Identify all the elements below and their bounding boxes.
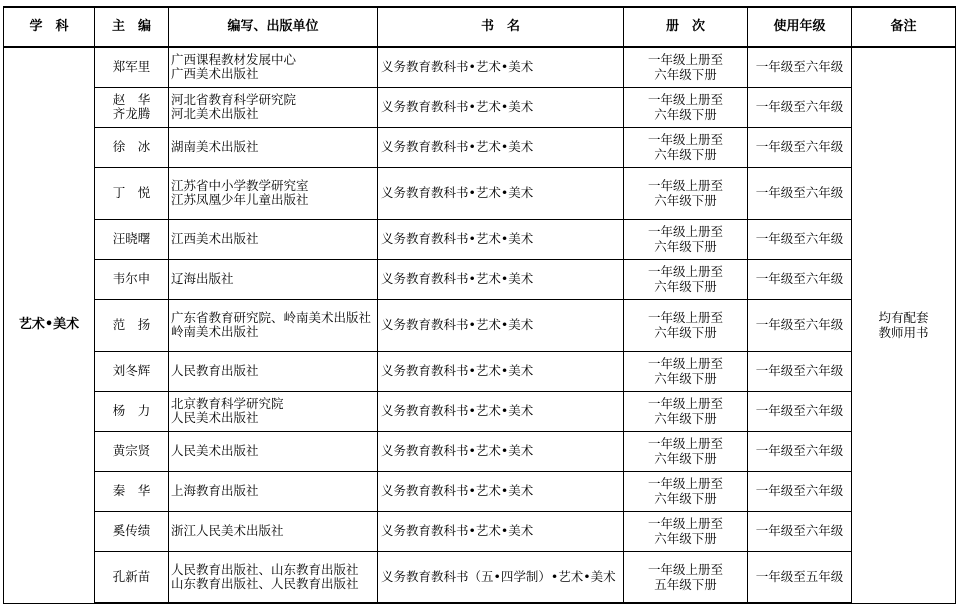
editor-cell: 赵 华 齐龙腾 (95, 87, 169, 127)
grade-cell: 一年级至六年级 (748, 511, 852, 551)
publisher-cell: 江苏省中小学教学研究室 江苏凤凰少年儿童出版社 (169, 167, 378, 219)
book-title-cell: 义务教育教科书•艺术•美术 (378, 219, 624, 259)
table-row (4, 511, 956, 551)
editor-cell: 徐 冰 (95, 127, 169, 167)
table-body (4, 47, 956, 603)
book-title-cell: 义务教育教科书•艺术•美术 (378, 87, 624, 127)
textbook-table (3, 6, 956, 604)
header-volume: 册 次 (624, 7, 748, 47)
table-row (4, 87, 956, 127)
header-subject: 学 科 (4, 7, 95, 47)
editor-cell: 黄宗贤 (95, 431, 169, 471)
table-row (4, 431, 956, 471)
volume-cell: 一年级上册至 六年级下册 (624, 391, 748, 431)
volume-cell: 一年级上册至 六年级下册 (624, 431, 748, 471)
volume-cell: 一年级上册至 六年级下册 (624, 47, 748, 87)
grade-cell: 一年级至六年级 (748, 219, 852, 259)
header-remark: 备注 (852, 7, 956, 47)
grade-cell: 一年级至六年级 (748, 127, 852, 167)
editor-cell: 丁 悦 (95, 167, 169, 219)
header-grade: 使用年级 (748, 7, 852, 47)
publisher-cell: 江西美术出版社 (169, 219, 378, 259)
publisher-cell: 人民教育出版社、山东教育出版社 山东教育出版社、人民教育出版社 (169, 551, 378, 603)
editor-cell: 范 扬 (95, 299, 169, 351)
grade-cell: 一年级至六年级 (748, 351, 852, 391)
subject-cell: 艺术•美术 (4, 47, 95, 603)
volume-cell: 一年级上册至 五年级下册 (624, 551, 748, 603)
editor-cell: 汪晓曙 (95, 219, 169, 259)
table-row (4, 351, 956, 391)
publisher-cell: 浙江人民美术出版社 (169, 511, 378, 551)
book-title-cell: 义务教育教科书•艺术•美术 (378, 351, 624, 391)
volume-cell: 一年级上册至 六年级下册 (624, 219, 748, 259)
table-row (4, 47, 956, 87)
book-title-cell: 义务教育教科书•艺术•美术 (378, 127, 624, 167)
table-row (4, 551, 956, 603)
publisher-cell: 人民教育出版社 (169, 351, 378, 391)
remark-cell: 均有配套 教师用书 (852, 47, 956, 603)
volume-cell: 一年级上册至 六年级下册 (624, 351, 748, 391)
publisher-cell: 广西课程教材发展中心 广西美术出版社 (169, 47, 378, 87)
book-title-cell: 义务教育教科书•艺术•美术 (378, 511, 624, 551)
volume-cell: 一年级上册至 六年级下册 (624, 127, 748, 167)
header-editor: 主 编 (95, 7, 169, 47)
grade-cell: 一年级至六年级 (748, 47, 852, 87)
volume-cell: 一年级上册至 六年级下册 (624, 259, 748, 299)
editor-cell: 刘冬辉 (95, 351, 169, 391)
book-title-cell: 义务教育教科书•艺术•美术 (378, 431, 624, 471)
table-row (4, 259, 956, 299)
grade-cell: 一年级至六年级 (748, 259, 852, 299)
editor-cell: 杨 力 (95, 391, 169, 431)
header-title: 书 名 (378, 7, 624, 47)
volume-cell: 一年级上册至 六年级下册 (624, 471, 748, 511)
grade-cell: 一年级至六年级 (748, 391, 852, 431)
grade-cell: 一年级至六年级 (748, 87, 852, 127)
grade-cell: 一年级至六年级 (748, 299, 852, 351)
table-row (4, 219, 956, 259)
table-row (4, 167, 956, 219)
volume-cell: 一年级上册至 六年级下册 (624, 299, 748, 351)
book-title-cell: 义务教育教科书（五•四学制）•艺术•美术 (378, 551, 624, 603)
volume-cell: 一年级上册至 六年级下册 (624, 87, 748, 127)
editor-cell: 奚传绩 (95, 511, 169, 551)
volume-cell: 一年级上册至 六年级下册 (624, 167, 748, 219)
publisher-cell: 人民美术出版社 (169, 431, 378, 471)
book-title-cell: 义务教育教科书•艺术•美术 (378, 259, 624, 299)
publisher-cell: 湖南美术出版社 (169, 127, 378, 167)
editor-cell: 秦 华 (95, 471, 169, 511)
table-row (4, 127, 956, 167)
book-title-cell: 义务教育教科书•艺术•美术 (378, 47, 624, 87)
book-title-cell: 义务教育教科书•艺术•美术 (378, 167, 624, 219)
grade-cell: 一年级至六年级 (748, 471, 852, 511)
grade-cell: 一年级至五年级 (748, 551, 852, 603)
table-row (4, 391, 956, 431)
publisher-cell: 上海教育出版社 (169, 471, 378, 511)
table-row (4, 471, 956, 511)
book-title-cell: 义务教育教科书•艺术•美术 (378, 391, 624, 431)
table-row (4, 299, 956, 351)
publisher-cell: 广东省教育研究院、岭南美术出版社 岭南美术出版社 (169, 299, 378, 351)
book-title-cell: 义务教育教科书•艺术•美术 (378, 299, 624, 351)
book-title-cell: 义务教育教科书•艺术•美术 (378, 471, 624, 511)
volume-cell: 一年级上册至 六年级下册 (624, 511, 748, 551)
header-row (4, 7, 956, 47)
grade-cell: 一年级至六年级 (748, 167, 852, 219)
publisher-cell: 北京教育科学研究院 人民美术出版社 (169, 391, 378, 431)
grade-cell: 一年级至六年级 (748, 431, 852, 471)
editor-cell: 郑军里 (95, 47, 169, 87)
publisher-cell: 河北省教育科学研究院 河北美术出版社 (169, 87, 378, 127)
editor-cell: 韦尔申 (95, 259, 169, 299)
header-publisher: 编写、出版单位 (169, 7, 378, 47)
publisher-cell: 辽海出版社 (169, 259, 378, 299)
editor-cell: 孔新苗 (95, 551, 169, 603)
